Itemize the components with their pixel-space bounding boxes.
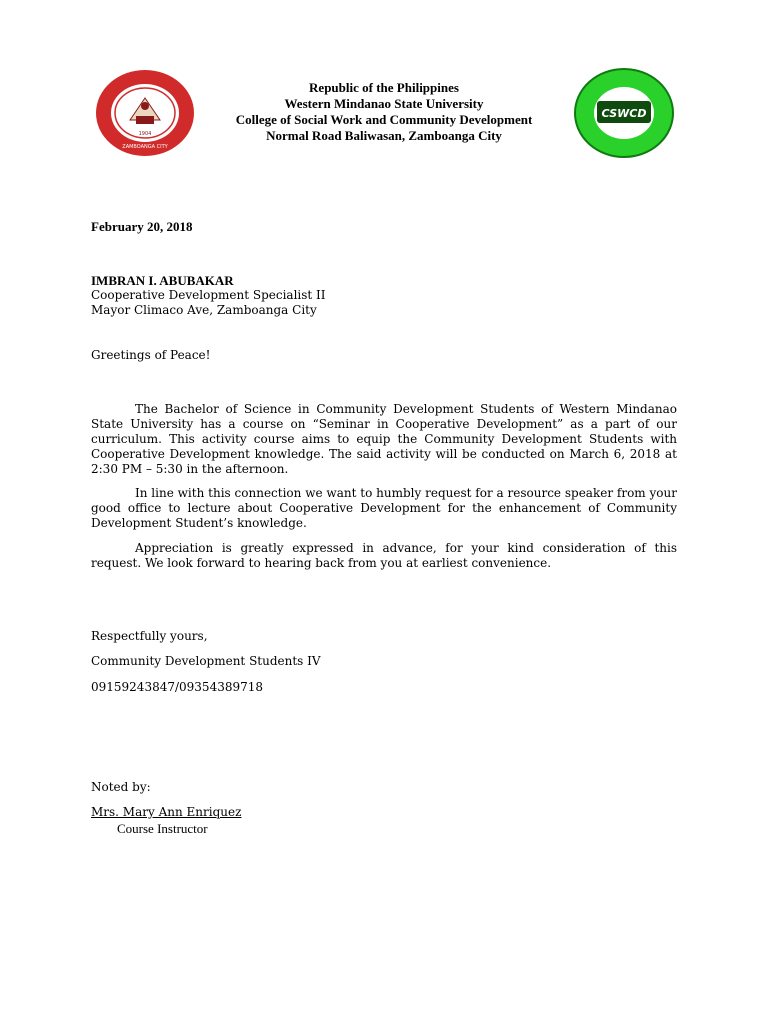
body-paragraph-1-text: The Bachelor of Science in Community Development Students of Western Mindanao State University has a course on “Seminar in Cooperative Development” as a part of our curriculum. This activity course aims to equip the Community Development Students with Cooperative Development knowledge. The said activity will be conducted on March 6, 2018 at 2:30 PM – 5:30 in the afternoon. <box>91 402 677 476</box>
recipient-address: Mayor Climaco Ave, Zamboanga City <box>91 303 317 317</box>
body-paragraph-2-text: In line with this connection we want to humbly request for a resource speaker from your good office to lecture about Cooperative Development for the enhancement of Community Development Student’s knowledge. <box>91 486 677 530</box>
svg-text:CSWCD: CSWCD <box>601 107 647 120</box>
letterhead-line-address: Normal Road Baliwasan, Zamboanga City <box>266 128 502 143</box>
noter-title: Course Instructor <box>117 821 208 836</box>
noted-by-label: Noted by: <box>91 780 151 794</box>
sender-name: Community Development Students IV <box>91 654 321 668</box>
letterhead <box>150 80 618 144</box>
closing: Respectfully yours, <box>91 629 208 643</box>
svg-text:ZAMBOANGA CITY: ZAMBOANGA CITY <box>122 144 168 150</box>
recipient-title: Cooperative Development Specialist II <box>91 288 326 302</box>
svg-text:1904: 1904 <box>138 131 152 137</box>
body-paragraph-3 <box>91 541 677 571</box>
body-paragraph-1 <box>91 402 677 477</box>
body-paragraph-2 <box>91 486 677 531</box>
letterhead-line-republic: Republic of the Philippines <box>309 80 459 95</box>
letterhead-line-college: College of Social Work and Community Development <box>235 112 533 127</box>
letter-date: February 20, 2018 <box>91 219 193 234</box>
recipient-name: IMBRAN I. ABUBAKAR <box>91 273 234 288</box>
greeting: Greetings of Peace! <box>91 348 211 362</box>
letterhead-line-university: Western Mindanao State University <box>284 96 484 111</box>
sender-phone: 09159243847/09354389718 <box>91 680 264 694</box>
body-paragraph-3-text: Appreciation is greatly expressed in advance, for your kind consideration of this request. We look forward to hearing back from you at earliest convenience. <box>91 541 677 570</box>
noter-name: Mrs. Mary Ann Enriquez <box>91 805 242 819</box>
